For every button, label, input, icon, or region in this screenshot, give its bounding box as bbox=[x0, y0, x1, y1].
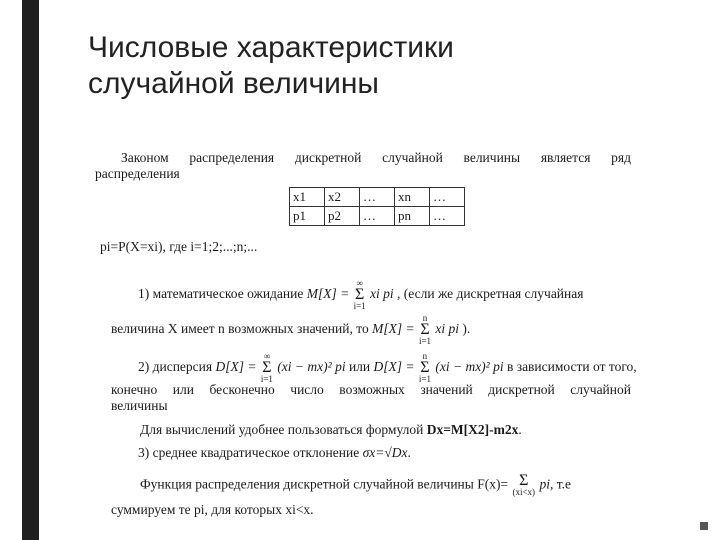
item1-line2-formula-rhs: xi pi bbox=[435, 321, 460, 337]
slide-title-line2: случайной величины bbox=[88, 67, 379, 100]
item1-line2-formula-lhs: M[X] = bbox=[372, 321, 415, 337]
probability-definition: pi=P(X=xi), где i=1;2;...;n;... bbox=[100, 239, 258, 254]
item2-line3: величины bbox=[111, 398, 168, 413]
table-cell: x1 bbox=[290, 188, 325, 207]
table-cell: … bbox=[360, 207, 395, 226]
cdf-line1: Функция распределения дискретной случайной величины F(x)= Σ (xi<x) pi, т.е bbox=[140, 472, 571, 497]
cdf-formula-rhs: pi bbox=[539, 476, 550, 492]
item1-formula-lhs: M[X] = bbox=[306, 286, 350, 302]
item2-formula-a-rhs: (xi − mx)² pi bbox=[277, 359, 346, 375]
item1-formula-rhs: xi pi bbox=[370, 286, 394, 302]
item2-suffix: в зависимости от того, bbox=[506, 359, 637, 375]
item3-prefix: 3) среднее квадратическое отклонение bbox=[138, 445, 360, 460]
distribution-table bbox=[289, 187, 465, 226]
cdf-line2: суммируем те pi, для которых xi<x. bbox=[111, 502, 314, 517]
item1-line2 bbox=[111, 314, 470, 346]
table-row-values bbox=[290, 188, 465, 207]
item3-formula: σx=√Dx bbox=[362, 445, 408, 460]
item2-prefix: 2) дисперсия bbox=[138, 359, 213, 375]
table-cell: xn bbox=[395, 188, 430, 207]
table-row-probabilities bbox=[290, 207, 465, 226]
item2-line1 bbox=[138, 352, 637, 384]
item2-formula-b-rhs: (xi − mx)² pi bbox=[435, 359, 504, 375]
item1-line2-suffix: ). bbox=[462, 321, 471, 337]
table-cell: pn bbox=[395, 207, 430, 226]
table-cell: … bbox=[360, 188, 395, 207]
intro-line2: распределения bbox=[95, 166, 180, 181]
item2-line2: конечно или бесконечно число возможных значений дискретной случайной bbox=[111, 382, 631, 397]
slide-title-line1: Числовые характеристики bbox=[88, 31, 454, 64]
table-cell: p1 bbox=[290, 207, 325, 226]
document-scan bbox=[93, 142, 656, 530]
sum-symbol: ∞ Σ i=1 bbox=[353, 278, 366, 311]
sum-symbol: n Σ i=1 bbox=[418, 313, 432, 346]
cdf-formula-lhs: F(x)= bbox=[477, 476, 509, 492]
sum-symbol: n Σ i=1 bbox=[418, 351, 431, 384]
table-cell: p2 bbox=[325, 207, 360, 226]
calc-line: Для вычислений удобнее пользоваться формулой Dx=M[X2]-m2x. bbox=[140, 422, 522, 437]
table-cell: … bbox=[430, 207, 465, 226]
item1-suffix: , (если же дискретная случайная bbox=[397, 286, 584, 302]
table-cell: … bbox=[430, 188, 465, 207]
item3-line: 3) среднее квадратическое отклонение σx=√Dx. bbox=[138, 445, 411, 460]
calc-formula: Dx=M[X2]-m2x bbox=[426, 422, 519, 437]
sum-symbol: ∞ Σ i=1 bbox=[260, 351, 273, 384]
table-cell: x2 bbox=[325, 188, 360, 207]
sum-symbol: Σ (xi<x) bbox=[512, 472, 536, 497]
item2-mid: или bbox=[348, 359, 371, 375]
item1-line2-prefix: величина X имеет n возможных значений, то bbox=[111, 321, 369, 337]
calc-prefix: Для вычислений удобнее пользоваться формулой bbox=[140, 422, 424, 437]
item1-line1 bbox=[138, 279, 583, 311]
slide-corner-mark bbox=[700, 522, 708, 530]
item2-formula-a-lhs: D[X] = bbox=[215, 359, 257, 375]
intro-line1: Законом распределения дискретной случайной величины является ряд bbox=[121, 150, 631, 165]
slide-accent-bar bbox=[22, 0, 39, 540]
item1-prefix: 1) математическое ожидание bbox=[138, 286, 304, 302]
item2-formula-b-lhs: D[X] = bbox=[373, 359, 415, 375]
cdf-text: Функция распределения дискретной случайной величины bbox=[140, 476, 474, 492]
slide-title bbox=[88, 30, 688, 102]
